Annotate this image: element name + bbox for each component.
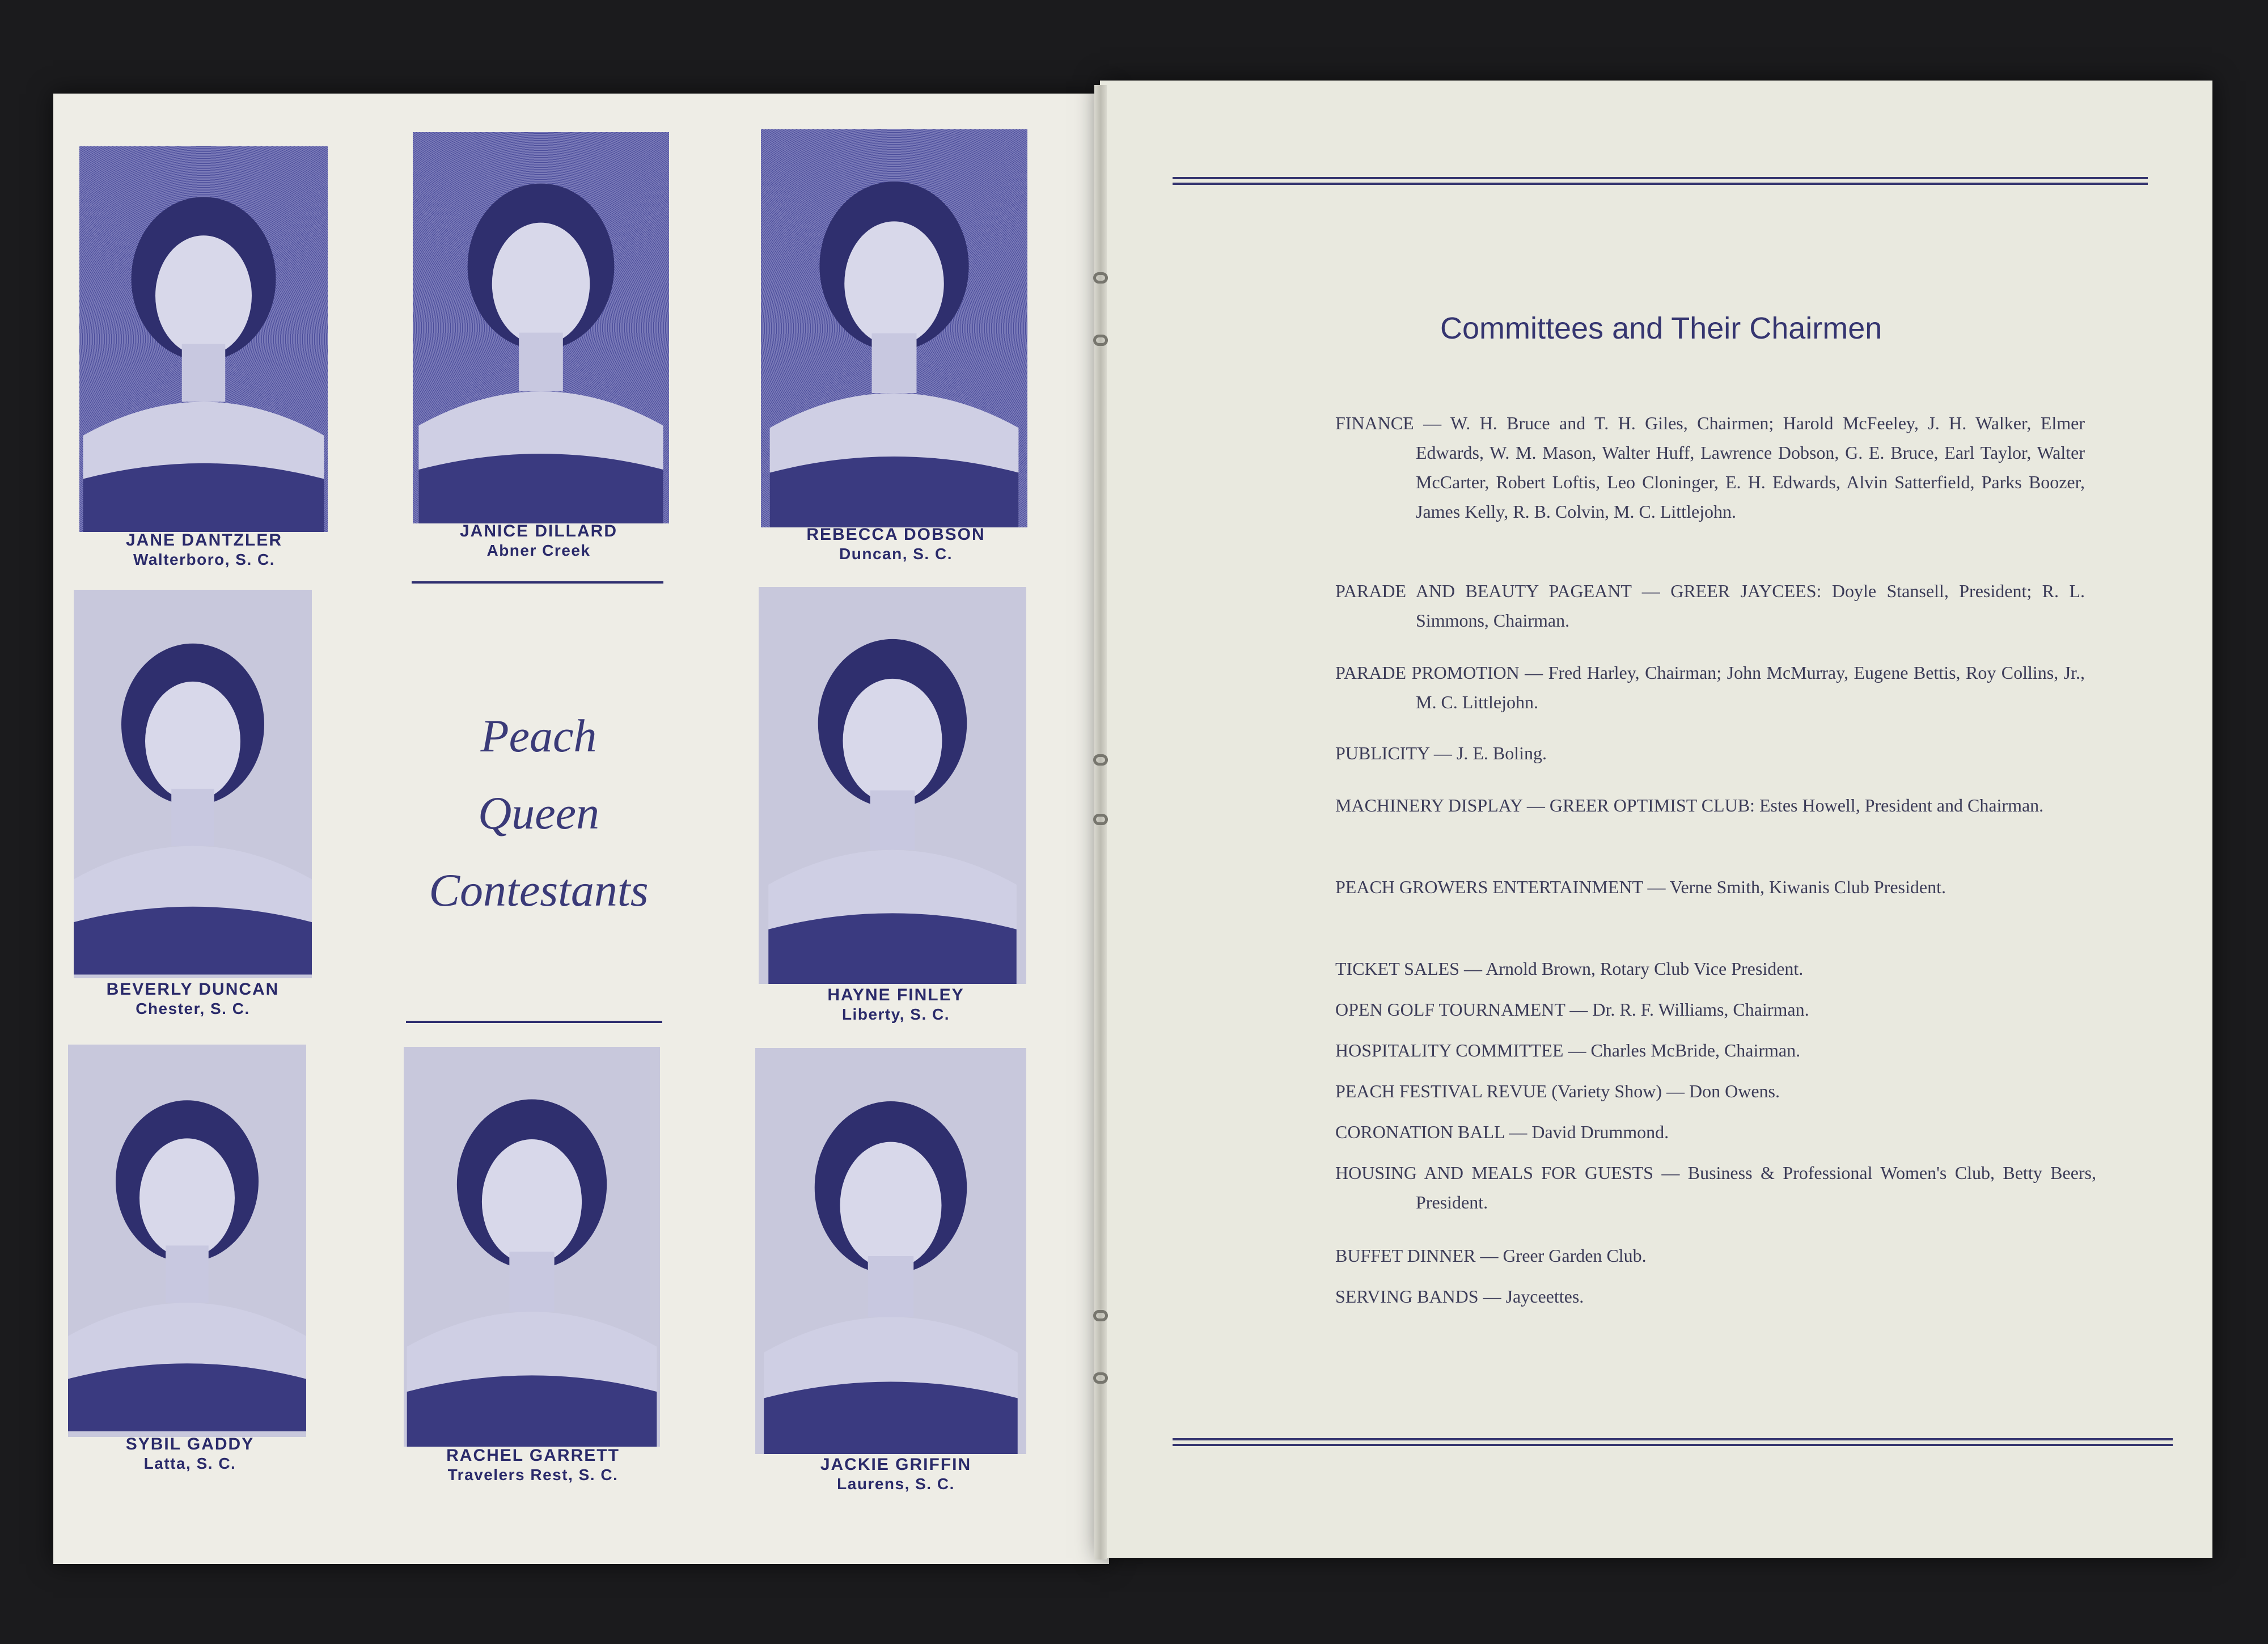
contestant-photo <box>413 132 669 523</box>
contestant-town: Walterboro, S. C. <box>133 551 276 568</box>
contestant-caption <box>71 1435 309 1473</box>
contestant-town: Liberty, S. C. <box>841 1005 950 1023</box>
contestant-name: HAYNE FINLEY <box>827 986 964 1004</box>
contestant-name: RACHEL GARRETT <box>446 1446 620 1465</box>
committee-entry: HOUSING AND MEALS FOR GUESTS — Business & Professional Women's Club, Betty Beers, President. <box>1335 1163 2096 1212</box>
contestant-town: Latta, S. C. <box>143 1455 236 1472</box>
contestant-name: JANE DANTZLER <box>125 531 282 550</box>
contestant-name: BEVERLY DUNCAN <box>106 980 280 999</box>
staple <box>1093 335 1108 346</box>
committee-entry: PEACH GROWERS ENTERTAINMENT — Verne Smith, Kiwanis Club President. <box>1335 877 1946 897</box>
divider-line <box>412 581 663 584</box>
contestant-name: REBECCA DOBSON <box>806 525 985 544</box>
title-line: Contestants <box>429 864 649 916</box>
contestant-town: Travelers Rest, S. C. <box>447 1466 619 1484</box>
contestant-photo <box>68 1045 306 1437</box>
contestant-caption <box>777 1455 1015 1494</box>
contestant-caption <box>777 525 1015 564</box>
contestant-caption <box>414 1446 652 1485</box>
contestant-town: Laurens, S. C. <box>837 1475 955 1493</box>
committee-entry: TICKET SALES — Arnold Brown, Rotary Club Vice President. <box>1335 958 1804 979</box>
contestant-caption <box>74 980 312 1018</box>
committee-entry: PARADE AND BEAUTY PAGEANT — GREER JAYCEES: Doyle Stansell, President; R. L. Simmons, Chairman. <box>1335 581 2085 631</box>
top-double-rule <box>1173 177 2148 188</box>
staple <box>1093 1310 1108 1321</box>
contestant-caption <box>420 522 658 560</box>
committee-entry: PEACH FESTIVAL REVUE (Variety Show) — Don Owens. <box>1335 1081 1780 1101</box>
contestant-caption <box>777 986 1015 1024</box>
title-line: Queen <box>477 787 599 839</box>
staple <box>1093 814 1108 825</box>
committee-entry: FINANCE — W. H. Bruce and T. H. Giles, Chairmen; Harold McFeeley, J. H. Walker, Elmer Edwards, W. M. Mason, Walter Huff, Lawrence Dobson, G. E. Bruce, Earl Taylor, Walter McCarter, Robert Loftis, Leo Cloninger, E. H. Edwards, Alvin Satterfield, Parks Boozer, James Kelly, R. B. Colvin, M. C. Littlejohn. <box>1335 413 2085 522</box>
contestant-photo <box>755 1048 1026 1454</box>
page-title <box>397 698 680 929</box>
committee-entry: HOSPITALITY COMMITTEE — Charles McBride, Chairman. <box>1335 1040 1801 1060</box>
committees-heading: Committees and Their Chairmen <box>1440 311 1882 345</box>
staple <box>1093 1372 1108 1384</box>
contestant-name: SYBIL GADDY <box>125 1435 255 1453</box>
committee-entry: PARADE PROMOTION — Fred Harley, Chairman; John McMurray, Eugene Bettis, Roy Collins, Jr., M. C. Littlejohn. <box>1335 662 2085 712</box>
committee-entry: SERVING BANDS — Jayceettes. <box>1335 1286 1584 1307</box>
contestant-name: JACKIE GRIFFIN <box>820 1455 972 1474</box>
contestant-photo <box>759 587 1026 984</box>
committee-entry: CORONATION BALL — David Drummond. <box>1335 1122 1669 1142</box>
committee-entry: PUBLICITY — J. E. Boling. <box>1335 743 1547 763</box>
title-line: Peach <box>480 710 597 762</box>
contestant-photo <box>761 129 1027 527</box>
contestant-photo <box>79 146 328 532</box>
divider-line <box>406 1021 662 1023</box>
committee-entry: BUFFET DINNER — Greer Garden Club. <box>1335 1245 1647 1266</box>
contestant-photo <box>404 1047 660 1447</box>
contestant-town: Abner Creek <box>486 542 591 559</box>
contestant-name: JANICE DILLARD <box>459 522 617 540</box>
contestant-town: Chester, S. C. <box>136 1000 250 1017</box>
staple <box>1093 272 1108 284</box>
contestant-caption <box>85 531 323 569</box>
committee-entry: MACHINERY DISPLAY — GREER OPTIMIST CLUB: Estes Howell, President and Chairman. <box>1335 795 2044 815</box>
staple <box>1093 754 1108 766</box>
contestant-photo <box>74 590 312 978</box>
committee-entry: OPEN GOLF TOURNAMENT — Dr. R. F. Williams, Chairman. <box>1335 999 1809 1020</box>
contestant-town: Duncan, S. C. <box>839 545 953 563</box>
bottom-double-rule <box>1173 1438 2173 1449</box>
